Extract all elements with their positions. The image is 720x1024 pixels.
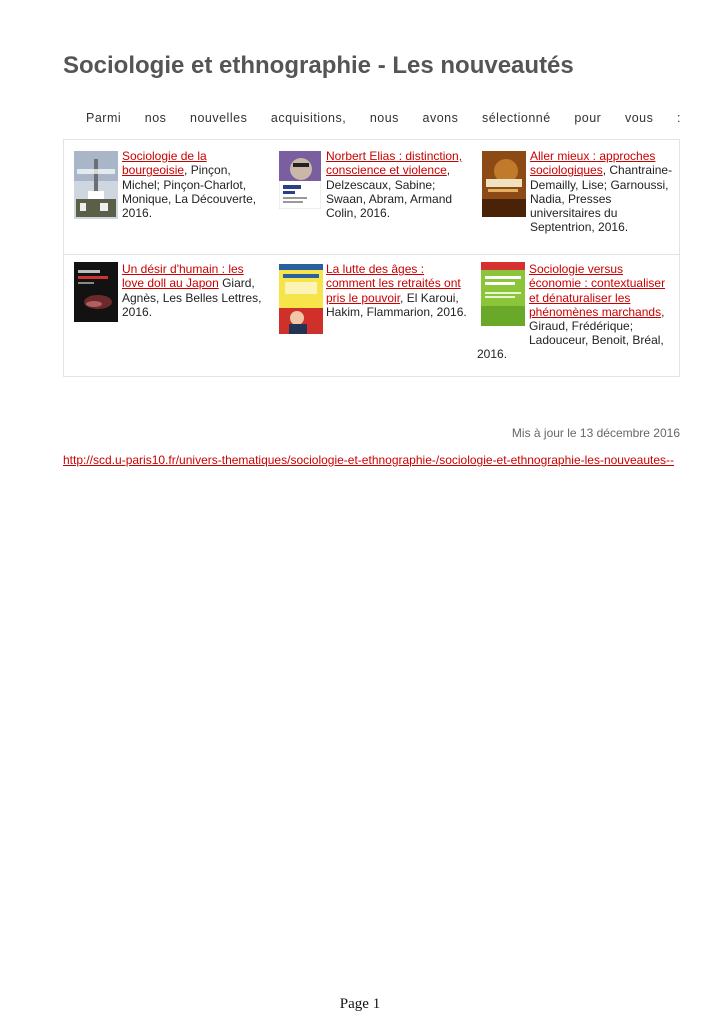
last-updated: Mis à jour le 13 décembre 2016 bbox=[511, 426, 680, 440]
book-cover-love-doll[interactable] bbox=[74, 262, 118, 322]
book-item bbox=[278, 262, 470, 362]
book-details-a: , Giraud, Frédérique; Ladouceur, Benoit, Bréal, bbox=[529, 304, 665, 348]
source-url-link[interactable]: http://scd.u-paris10.fr/univers-thematiques/sociologie-et-ethnographie-/sociologie-et-ethnographie-les-nouveautes-- bbox=[63, 453, 674, 467]
book-item bbox=[480, 149, 676, 249]
page-title: Sociologie et ethnographie - Les nouveautés bbox=[63, 52, 574, 79]
book-details: , El Karoui, Hakim, Flammarion, 2016. bbox=[326, 290, 467, 319]
book-item bbox=[278, 149, 470, 249]
book-link[interactable]: La lutte des âges : comment les retraités ont pris le pouvoir bbox=[326, 262, 461, 305]
intro-word: nos bbox=[144, 111, 167, 125]
book-details: Giard, Agnès, Les Belles Lettres, 2016. bbox=[122, 276, 262, 319]
book-cover-bourgeoisie[interactable] bbox=[74, 151, 118, 219]
book-cover-elias[interactable] bbox=[279, 151, 321, 209]
book-item bbox=[74, 262, 264, 362]
intro-word: avons bbox=[422, 111, 459, 125]
page-number: Page 1 bbox=[339, 996, 381, 1012]
row-divider bbox=[64, 254, 679, 255]
book-grid bbox=[63, 139, 680, 377]
book-details: , Pinçon, Michel; Pinçon-Charlot, Monique, La Découverte, 2016. bbox=[122, 163, 257, 221]
book-details-year: 2016. bbox=[477, 347, 508, 361]
intro-word: acquisitions, bbox=[270, 111, 347, 125]
book-item bbox=[477, 262, 677, 372]
intro-word: nouvelles bbox=[190, 111, 248, 125]
book-link[interactable]: Aller mieux : approches sociologiques bbox=[530, 149, 656, 178]
book-cover-lutte-des-ages[interactable] bbox=[279, 264, 323, 334]
intro-word: sélectionné bbox=[481, 111, 551, 125]
intro-word: pour bbox=[574, 111, 602, 125]
book-link[interactable]: Norbert Elias : distinction, conscience et violence bbox=[326, 149, 463, 178]
intro-word: Parmi bbox=[86, 111, 122, 125]
book-details: , Chantraine-Demailly, Lise; Garnoussi, Nadia, Presses universitaires du Septentrion, 2016. bbox=[530, 163, 673, 235]
book-details: , Delzescaux, Sabine; Swaan, Abram, Armand Colin, 2016. bbox=[326, 163, 453, 221]
intro-text bbox=[86, 111, 681, 125]
intro-word: : bbox=[676, 111, 681, 125]
book-link[interactable]: Sociologie versus économie : contextualiser et dénaturaliser les phénomènes marchands bbox=[529, 262, 666, 319]
book-link[interactable]: Un désir d'humain : les love doll au Japon bbox=[122, 262, 244, 291]
intro-word: vous bbox=[624, 111, 654, 125]
book-link[interactable]: Sociologie de la bourgeoisie bbox=[122, 149, 207, 178]
book-item bbox=[74, 149, 264, 249]
intro-word: nous bbox=[369, 111, 399, 125]
book-cover-aller-mieux[interactable] bbox=[482, 151, 526, 217]
